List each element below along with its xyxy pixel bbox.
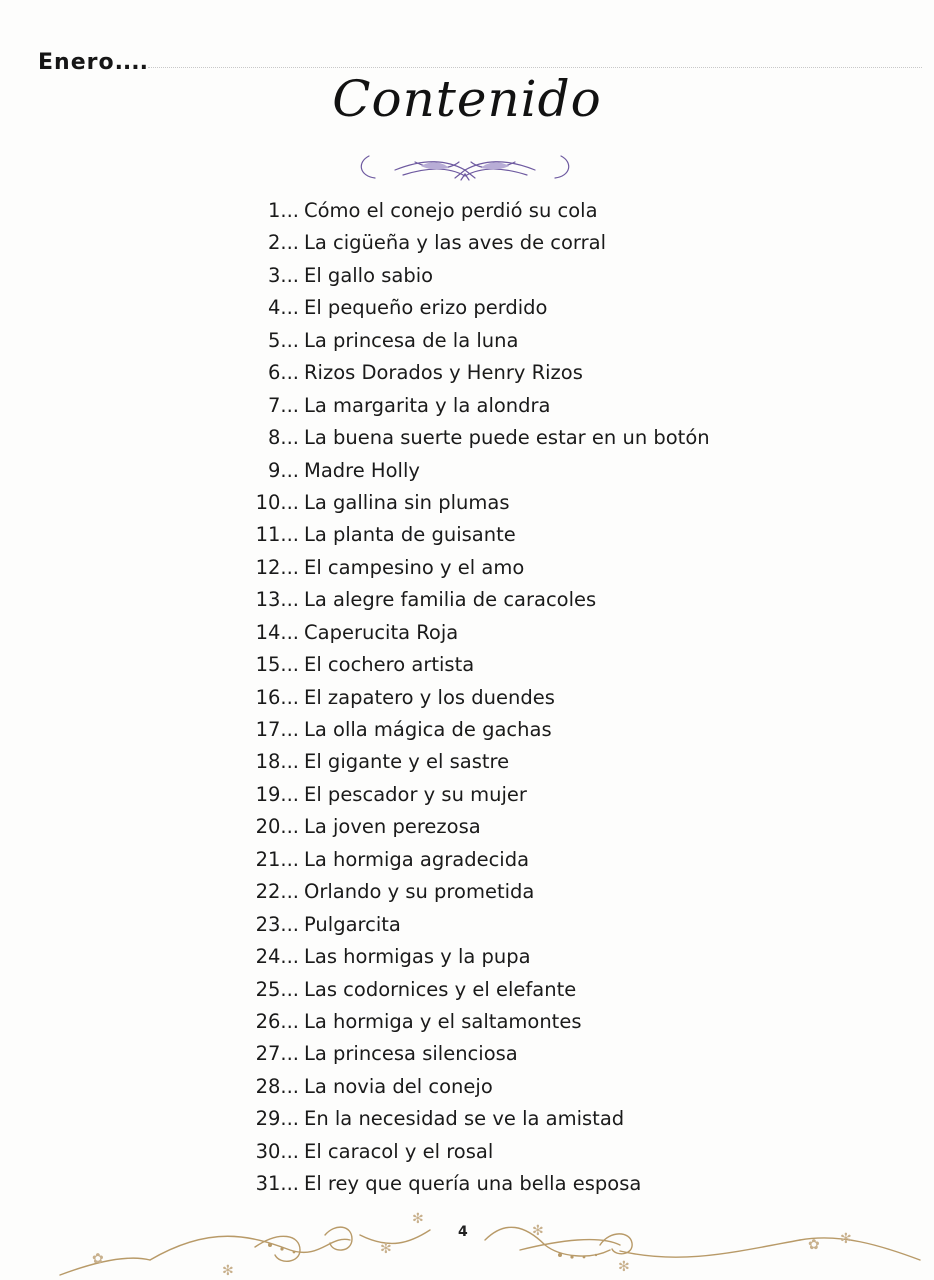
toc-entry-title: El cochero artista xyxy=(304,653,475,677)
toc-entry[interactable] xyxy=(0,1168,934,1200)
toc-entry-number: 2... xyxy=(267,231,299,255)
toc-entry-title: En la necesidad se ve la amistad xyxy=(304,1107,625,1131)
toc-entry-title: La buena suerte puede estar en un botón xyxy=(304,426,710,450)
toc-entry[interactable] xyxy=(0,1038,934,1070)
toc-entry-title: El rey que quería una bella esposa xyxy=(304,1172,642,1196)
toc-entry[interactable] xyxy=(0,682,934,714)
toc-entry[interactable] xyxy=(0,357,934,389)
toc-entry-title: Rizos Dorados y Henry Rizos xyxy=(304,361,583,385)
toc-entry-title: La princesa de la luna xyxy=(304,328,519,352)
toc-entry-number: 3... xyxy=(267,263,299,287)
toc-entry[interactable] xyxy=(0,227,934,259)
toc-entry-title: Las hormigas y la pupa xyxy=(304,945,531,969)
header-dotted-rule xyxy=(148,67,922,68)
toc-entry-number: 24... xyxy=(255,945,299,969)
svg-text:✻: ✻ xyxy=(618,1259,630,1275)
toc-entry[interactable] xyxy=(0,649,934,681)
toc-entry-number: 5... xyxy=(267,328,299,352)
toc-entry-number: 23... xyxy=(255,912,299,936)
page-number: 4 xyxy=(458,1224,468,1240)
toc-entry-number: 17... xyxy=(255,718,299,741)
toc-entry-number: 4... xyxy=(267,296,299,320)
toc-entry-number: 22... xyxy=(255,880,299,904)
toc-entry-title: La planta de guisante xyxy=(304,523,516,547)
toc-entry-title: La margarita y la alondra xyxy=(304,393,551,417)
toc-entry-number: 25... xyxy=(255,977,299,1001)
toc-entry[interactable] xyxy=(0,876,934,908)
toc-entry-number: 18... xyxy=(255,750,299,774)
floral-swirl-border-icon xyxy=(0,1205,934,1280)
toc-entry-title: El campesino y el amo xyxy=(304,555,525,579)
toc-entry[interactable] xyxy=(0,909,934,941)
toc-entry[interactable] xyxy=(0,519,934,551)
month-dots: .... xyxy=(114,50,149,75)
toc-entry-number: 6... xyxy=(267,361,299,385)
toc-entry-number: 31... xyxy=(255,1172,299,1196)
toc-entry[interactable] xyxy=(0,746,934,778)
toc-entry-title: La cigüeña y las aves de corral xyxy=(304,231,606,255)
svg-text:✻: ✻ xyxy=(222,1263,234,1279)
toc-entry[interactable] xyxy=(0,811,934,843)
toc-entry-title: La novia del conejo xyxy=(304,1074,493,1098)
toc-entry-number: 7... xyxy=(267,393,299,417)
toc-entry-number: 13... xyxy=(255,588,299,612)
toc-entry-number: 21... xyxy=(255,847,299,871)
toc-entry[interactable] xyxy=(0,1071,934,1103)
toc-entry-title: Caperucita Roja xyxy=(304,620,459,644)
toc-entry-title: El pequeño erizo perdido xyxy=(304,296,548,320)
toc-entry[interactable] xyxy=(0,292,934,324)
toc-entry-number: 20... xyxy=(255,815,299,839)
page-title: Contenido xyxy=(332,70,602,128)
svg-text:✻: ✻ xyxy=(532,1223,544,1239)
toc-entry-title: La gallina sin plumas xyxy=(304,490,510,514)
toc-entry-number: 15... xyxy=(255,653,299,677)
toc-entry-title: La olla mágica de gachas xyxy=(304,718,552,741)
toc-entry[interactable] xyxy=(0,260,934,292)
toc-entry[interactable] xyxy=(0,714,934,746)
flourish-divider-icon xyxy=(355,148,575,188)
toc-entry-number: 12... xyxy=(255,555,299,579)
toc-entry[interactable] xyxy=(0,325,934,357)
svg-text:✻: ✻ xyxy=(412,1211,424,1227)
toc-entry-title: Orlando y su prometida xyxy=(304,880,535,904)
toc-entry-title: La princesa silenciosa xyxy=(304,1042,518,1066)
toc-entry-title: El caracol y el rosal xyxy=(304,1139,494,1163)
svg-text:✿: ✿ xyxy=(808,1237,820,1253)
toc-entry[interactable] xyxy=(0,617,934,649)
svg-text:✻: ✻ xyxy=(840,1231,852,1247)
toc-entry-number: 1... xyxy=(267,199,299,222)
toc-entry[interactable] xyxy=(0,1103,934,1135)
toc-entry-title: La alegre familia de caracoles xyxy=(304,588,597,612)
table-of-contents xyxy=(0,195,934,1201)
toc-entry-title: La hormiga agradecida xyxy=(304,847,530,871)
toc-entry-number: 30... xyxy=(255,1139,299,1163)
toc-entry[interactable] xyxy=(0,195,934,227)
toc-entry-title: El gigante y el sastre xyxy=(304,750,510,774)
toc-entry[interactable] xyxy=(0,455,934,487)
toc-entry[interactable] xyxy=(0,941,934,973)
toc-entry-title: Madre Holly xyxy=(304,458,420,482)
toc-entry[interactable] xyxy=(0,390,934,422)
toc-entry-title: El zapatero y los duendes xyxy=(304,685,555,709)
toc-entry-number: 27... xyxy=(255,1042,299,1066)
toc-entry[interactable] xyxy=(0,1006,934,1038)
toc-entry-number: 11... xyxy=(255,523,299,547)
toc-entry[interactable] xyxy=(0,844,934,876)
toc-entry[interactable] xyxy=(0,487,934,519)
toc-entry-title: El gallo sabio xyxy=(304,263,434,287)
toc-entry-number: 10... xyxy=(255,490,299,514)
toc-entry[interactable] xyxy=(0,552,934,584)
toc-entry-number: 16... xyxy=(255,685,299,709)
toc-entry-number: 29... xyxy=(255,1107,299,1131)
toc-entry[interactable] xyxy=(0,422,934,454)
toc-entry[interactable] xyxy=(0,779,934,811)
toc-entry-number: 9... xyxy=(267,458,299,482)
toc-entry-number: 26... xyxy=(255,1009,299,1033)
toc-entry-number: 19... xyxy=(255,782,299,806)
toc-entry-number: 14... xyxy=(255,620,299,644)
toc-entry-number: 28... xyxy=(255,1074,299,1098)
toc-entry[interactable] xyxy=(0,584,934,616)
toc-entry-title: Las codornices y el elefante xyxy=(304,977,577,1001)
toc-entry-title: Pulgarcita xyxy=(304,912,401,936)
toc-entry-title: El pescador y su mujer xyxy=(304,782,527,806)
toc-entry-title: Cómo el conejo perdió su cola xyxy=(304,199,598,222)
month-name: Enero xyxy=(38,50,115,75)
svg-text:✿: ✿ xyxy=(92,1251,104,1267)
toc-entry-title: La hormiga y el saltamontes xyxy=(304,1009,582,1033)
toc-entry-title: La joven perezosa xyxy=(304,815,481,839)
toc-entry[interactable] xyxy=(0,1136,934,1168)
svg-text:✻: ✻ xyxy=(380,1241,392,1257)
toc-entry-number: 8... xyxy=(267,426,299,450)
toc-entry[interactable] xyxy=(0,974,934,1006)
